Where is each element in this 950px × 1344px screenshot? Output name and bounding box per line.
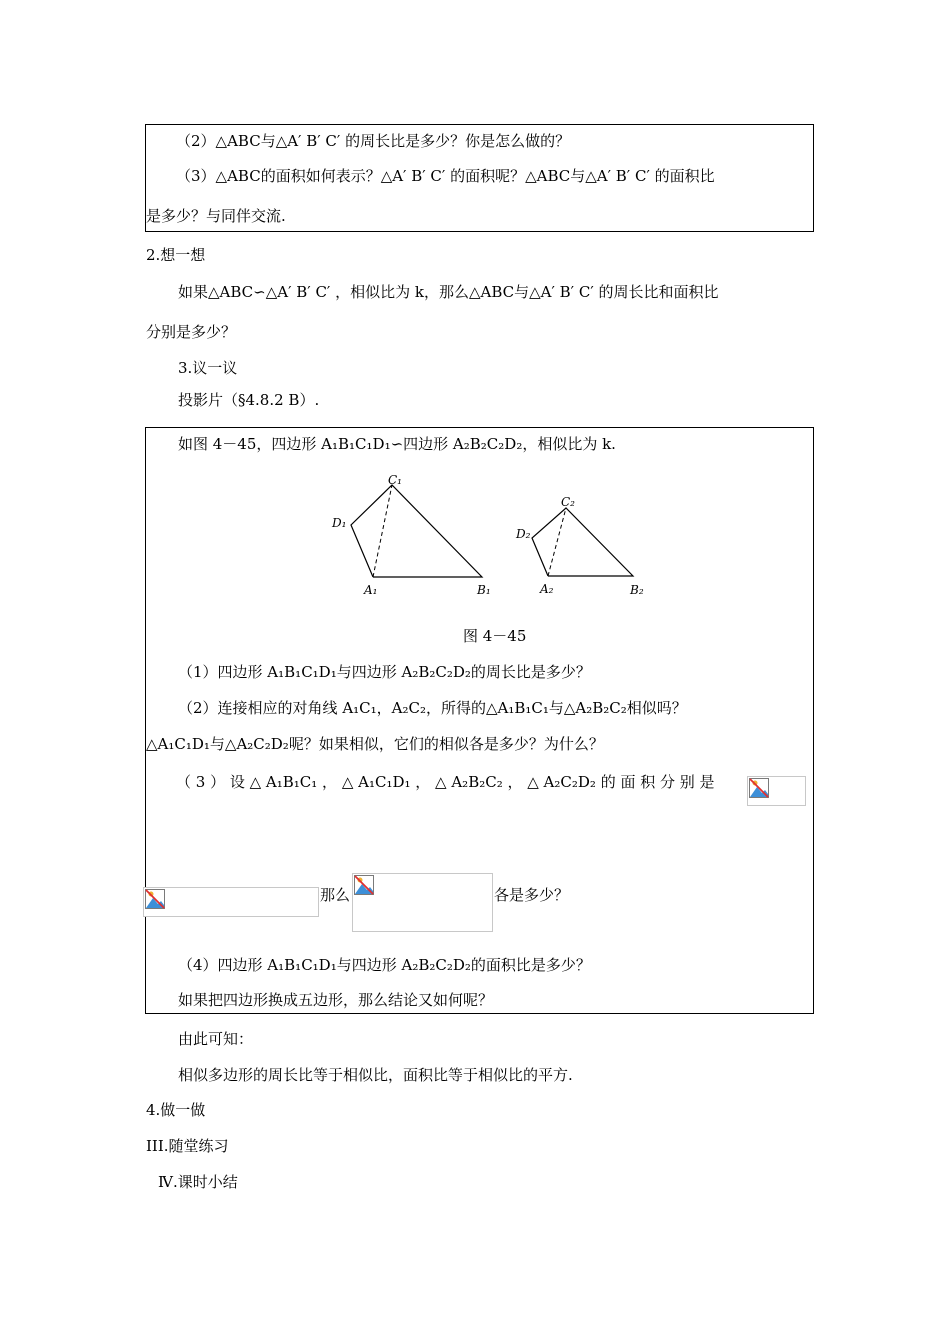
section2-heading: 2.想一想	[146, 246, 206, 264]
missing-image-placeholder	[747, 776, 806, 806]
quad2-outline	[532, 508, 633, 576]
section4-heading: 4.做一做	[146, 1101, 206, 1119]
quad1-diagonal	[373, 485, 392, 577]
box1-q3-cont: 是多少？与同伴交流.	[146, 207, 286, 225]
conclusion-text: 相似多边形的周长比等于相似比，面积比等于相似比的平方.	[178, 1066, 573, 1084]
box1-q3: （3）△ABC的面积如何表示？△A′ B′ C′ 的面积呢？△ABC与△A′ B′ C′ 的面积比	[176, 167, 715, 185]
quad1-outline	[351, 485, 482, 577]
label-a1: A₁	[364, 583, 378, 597]
label-b1: B₁	[477, 583, 491, 597]
label-d1: D₁	[332, 516, 347, 530]
missing-image-placeholder	[143, 887, 319, 917]
part4-heading: Ⅳ.课时小结	[158, 1173, 238, 1191]
missing-image-placeholder	[352, 873, 493, 932]
box2-q2-cont: △A₁C₁D₁与△A₂C₂D₂呢？如果相似，它们的相似各是多少？为什么？	[146, 735, 604, 753]
box2-q1: （1）四边形 A₁B₁C₁D₁与四边形 A₂B₂C₂D₂的周长比是多少？	[178, 663, 591, 681]
broken-image-icon	[354, 875, 374, 895]
slide-reference: 投影片（§4.8.2 B）.	[178, 391, 320, 409]
figure-4-45	[320, 470, 660, 605]
box2-q3-end: 各是多少？	[494, 886, 570, 904]
part3-heading: III.随堂练习	[146, 1137, 229, 1155]
box2-intro: 如图 4－45，四边形 A₁B₁C₁D₁∽四边形 A₂B₂C₂D₂，相似比为 k.	[178, 435, 616, 453]
label-b2: B₂	[630, 583, 644, 597]
label-c1: C₁	[388, 473, 402, 487]
box2-q4: （4）四边形 A₁B₁C₁D₁与四边形 A₂B₂C₂D₂的面积比是多少？	[178, 956, 591, 974]
box2-q3-then: 那么	[320, 886, 351, 904]
broken-image-icon	[145, 889, 165, 909]
label-a2: A₂	[540, 582, 554, 596]
section2-text-cont: 分别是多少？	[146, 323, 237, 341]
box1-q2: （2）△ABC与△A′ B′ C′ 的周长比是多少？你是怎么做的？	[176, 132, 571, 150]
quad2-diagonal	[548, 508, 566, 576]
section2-text: 如果△ABC∽△A′ B′ C′ ，相似比为 k，那么△ABC与△A′ B′ C′ 的周长比和面积比	[178, 283, 719, 301]
section3-heading: 3.议一议	[178, 359, 238, 377]
conclusion-lead: 由此可知：	[178, 1030, 254, 1048]
box2-q4-cont: 如果把四边形换成五边形，那么结论又如何呢？	[178, 991, 494, 1009]
figure-caption: 图 4－45	[463, 627, 527, 645]
label-c2: C₂	[561, 495, 575, 509]
label-d2: D₂	[516, 527, 531, 541]
broken-image-icon	[749, 778, 769, 798]
box2-q3: （ 3 ） 设 △ A₁B₁C₁ ， △ A₁C₁D₁ ， △ A₂B₂C₂ ， △ A₂C₂D₂ 的 面 积 分 别 是	[176, 773, 715, 791]
box2-q2: （2）连接相应的对角线 A₁C₁，A₂C₂，所得的△A₁B₁C₁与△A₂B₂C₂相似吗？	[178, 699, 687, 717]
